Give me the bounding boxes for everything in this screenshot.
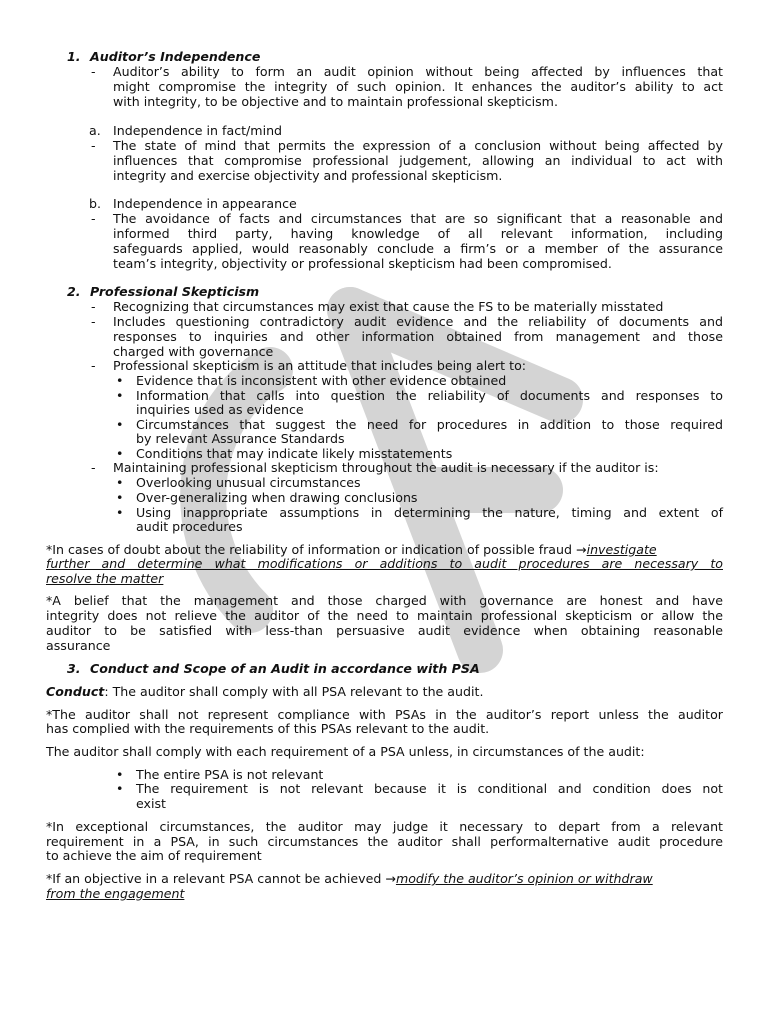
s3-p3-line: requirement in a PSA, in such circumstances the auditor shall performalternative audit procedure: [46, 834, 723, 849]
risk-item: Overlooking unusual circumstances: [136, 475, 361, 490]
bullet: •: [116, 767, 124, 782]
dash: -: [91, 211, 96, 226]
alert-item: inquiries used as evidence: [136, 402, 304, 417]
alert-item: Evidence that is inconsistent with other evidence obtained: [136, 373, 507, 388]
s2-item-line: charged with governance: [113, 344, 274, 359]
exception-item: exist: [136, 796, 166, 811]
note-1-action-line: resolve the matter: [46, 571, 164, 586]
alert-item: by relevant Assurance Standards: [136, 431, 345, 446]
s1-b-def-line: informed third party, having knowledge of all relevant information, including: [113, 226, 723, 241]
dash: -: [91, 358, 96, 373]
s1-a-title: Independence in fact/mind: [113, 123, 283, 138]
risk-item: Over-generalizing when drawing conclusions: [136, 490, 418, 505]
s3-p4: [46, 871, 653, 886]
dash: -: [91, 138, 96, 153]
s1-b-title: Independence in appearance: [113, 196, 297, 211]
s1-a-def-line: influences that compromise professional judgement, allowing an individual to act with: [113, 153, 723, 168]
s3-p3-line: *In exceptional circumstances, the auditor may judge it necessary to depart from a relevant: [46, 819, 723, 834]
section-2-title: Professional Skepticism: [90, 284, 260, 299]
arrow-icon: →: [576, 542, 587, 557]
s1-b-def-line: The avoidance of facts and circumstances that are so significant that a reasonable and: [113, 211, 723, 226]
bullet: •: [116, 388, 124, 403]
section-3-number: 3.: [67, 661, 81, 676]
note-2-line: *A belief that the management and those charged with governance are honest and have: [46, 593, 723, 608]
exception-item: The entire PSA is not relevant: [136, 767, 324, 782]
dash: -: [91, 314, 96, 329]
conduct-paragraph: [46, 684, 483, 699]
conduct-label: Conduct: [46, 684, 105, 699]
risk-item: Using inappropriate assumptions in determining the nature, timing and extent of: [136, 505, 723, 520]
s1-def-line: might compromise the integrity of such opinion. It enhances the auditor’s ability to act: [113, 79, 723, 94]
s2-item: Maintaining professional skepticism throughout the audit is necessary if the auditor is:: [113, 460, 659, 475]
dash: -: [91, 64, 96, 79]
dash: -: [91, 460, 96, 475]
s3-p1-line: *The auditor shall not represent compliance with PSAs in the auditor’s report unless the auditor: [46, 707, 723, 722]
arrow-icon: →: [385, 871, 396, 886]
s3-p4-action: modify the auditor’s opinion or withdraw: [395, 871, 653, 886]
bullet: •: [116, 781, 124, 796]
s1-a-label: a.: [89, 123, 101, 138]
exception-item: The requirement is not relevant because it is conditional and condition does not: [136, 781, 723, 796]
note-2-line: integrity does not relieve the auditor of the need to maintain professional skepticism or allow the: [46, 608, 723, 623]
section-1-number: 1.: [67, 49, 81, 64]
note-1-text: *In cases of doubt about the reliability of information or indication of possible fraud: [46, 542, 572, 557]
s1-a-def-line: integrity and exercise objectivity and professional skepticism.: [113, 168, 503, 183]
section-2-number: 2.: [67, 284, 81, 299]
risk-item: audit procedures: [136, 519, 243, 534]
s1-a-def-line: The state of mind that permits the expression of a conclusion without being affected by: [113, 138, 723, 153]
s3-p2: The auditor shall comply with each requirement of a PSA unless, in circumstances of the audit:: [46, 744, 645, 759]
conduct-text: : The auditor shall comply with all PSA relevant to the audit.: [104, 684, 484, 699]
bullet: •: [116, 417, 124, 432]
s2-item-line: responses to inquiries and other information obtained from management and those: [113, 329, 723, 344]
alert-item: Information that calls into question the reliability of documents and responses to: [136, 388, 723, 403]
section-3-title: Conduct and Scope of an Audit in accordance with PSA: [90, 661, 480, 676]
section-1-title: Auditor’s Independence: [90, 49, 261, 64]
note-1-action-line: further and determine what modifications or additions to audit procedures are necessary to: [46, 556, 723, 571]
alert-item: Circumstances that suggest the need for procedures in addition to those required: [136, 417, 723, 432]
bullet: •: [116, 490, 124, 505]
s1-b-def-line: safeguards applied, would reasonably conclude a firm’s or a member of the assurance: [113, 241, 723, 256]
bullet: •: [116, 505, 124, 520]
note-2-line: assurance: [46, 638, 111, 653]
s2-item: Recognizing that circumstances may exist that cause the FS to be materially misstated: [113, 299, 664, 314]
note-1: [46, 542, 657, 557]
s3-p4-action-line: from the engagement: [46, 886, 185, 901]
s3-p4-text: *If an objective in a relevant PSA cannot be achieved: [46, 871, 382, 886]
dash: -: [91, 299, 96, 314]
note-1-action: investigate: [586, 542, 657, 557]
s2-item: Professional skepticism is an attitude that includes being alert to:: [113, 358, 527, 373]
s1-b-label: b.: [89, 196, 101, 211]
s1-def-line: with integrity, to be objective and to maintain professional skepticism.: [113, 94, 558, 109]
note-2-line: auditor to be satisfied with less-than persuasive audit evidence when obtaining reasonable: [46, 623, 723, 638]
bullet: •: [116, 475, 124, 490]
alert-item: Conditions that may indicate likely misstatements: [136, 446, 453, 461]
s2-item-line: Includes questioning contradictory audit evidence and the reliability of documents and: [113, 314, 723, 329]
bullet: •: [116, 373, 124, 388]
s1-b-def-line: team’s integrity, objectivity or professional skepticism had been compromised.: [113, 256, 612, 271]
s3-p3-line: to achieve the aim of requirement: [46, 848, 262, 863]
bullet: •: [116, 446, 124, 461]
s3-p1-line: has complied with the requirements of this PSAs relevant to the audit.: [46, 721, 490, 736]
s1-def-line: Auditor’s ability to form an audit opinion without being affected by influences that: [113, 64, 723, 79]
